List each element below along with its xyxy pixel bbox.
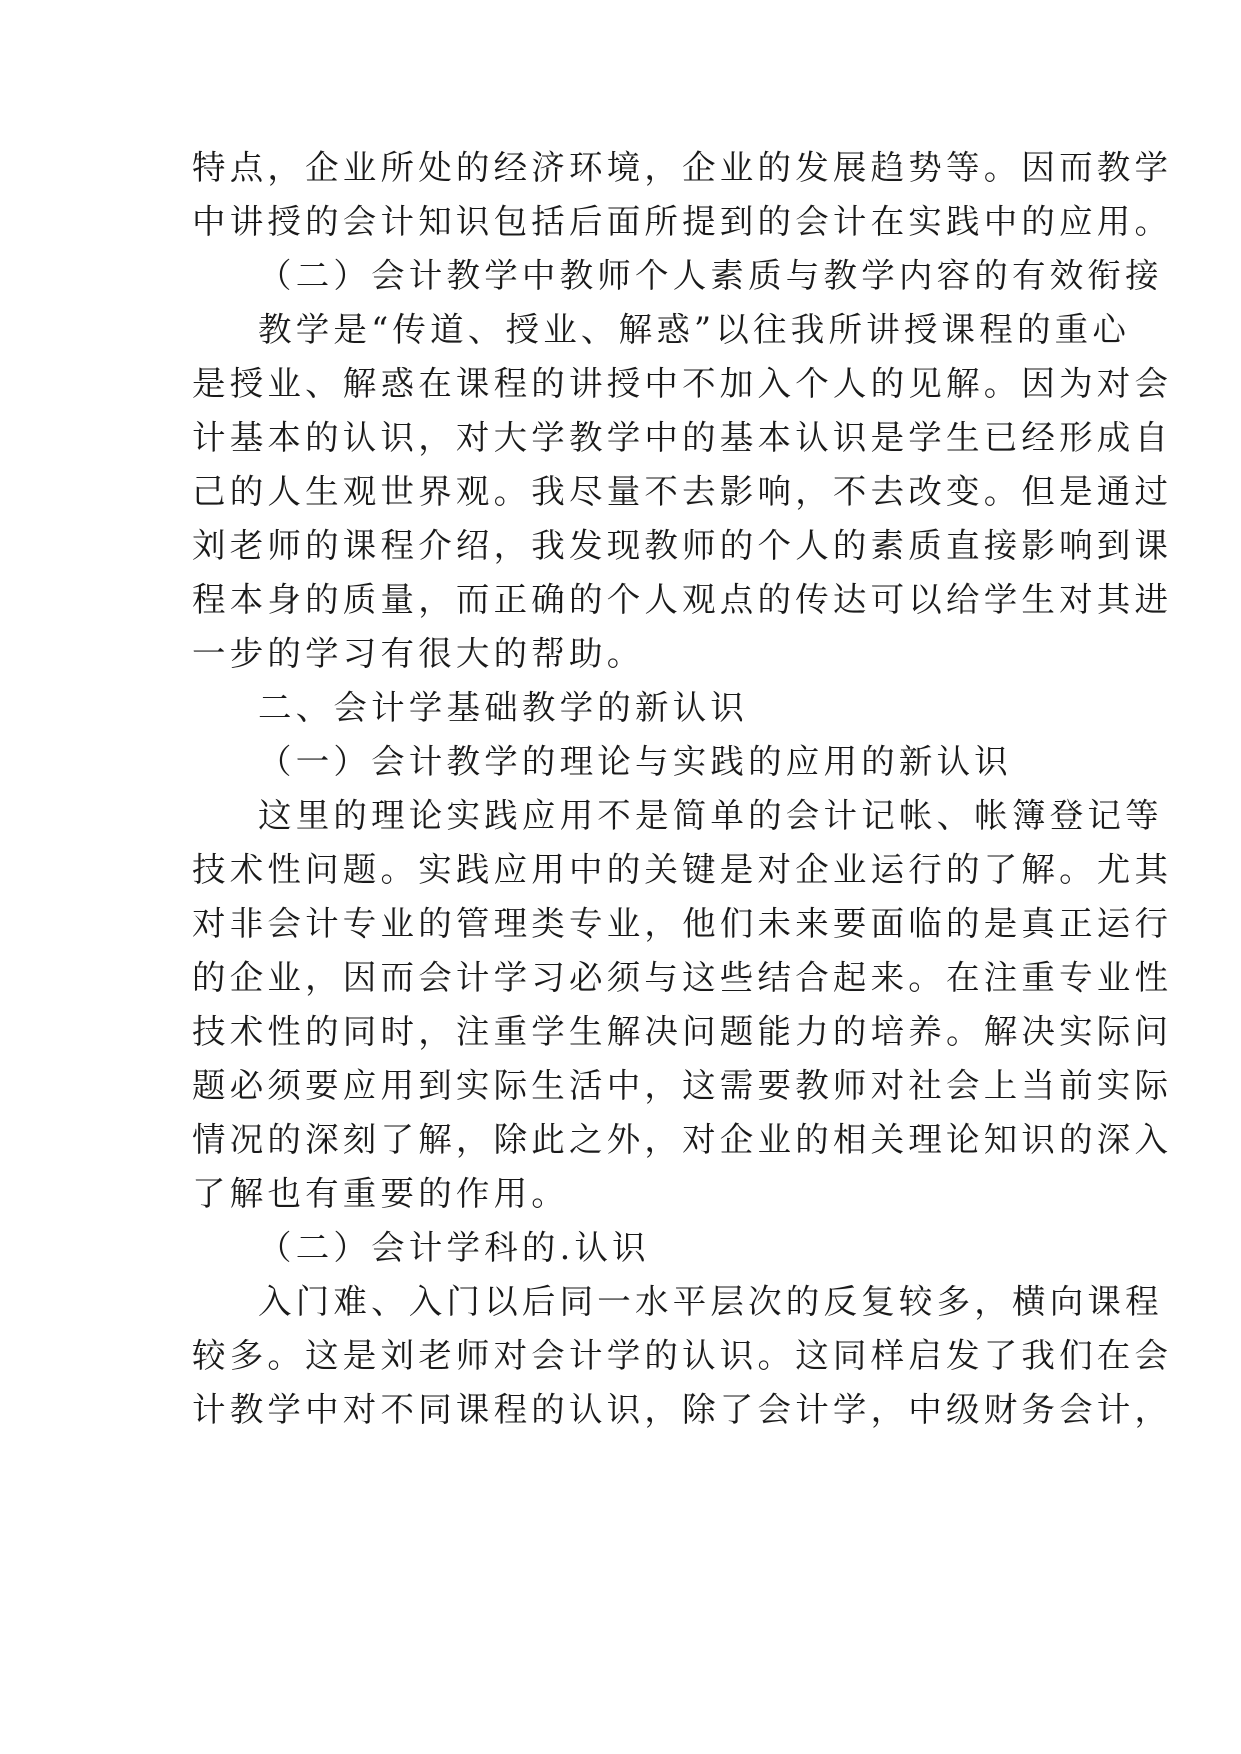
text-line: 情况的深刻了解，除此之外，对企业的相关理论知识的深入 [192,1120,1173,1159]
text-line: 题必须要应用到实际生活中，这需要教师对社会上当前实际 [192,1066,1173,1105]
text-line: 技术性的同时，注重学生解决问题能力的培养。解决实际问 [192,1012,1173,1051]
text-line: 特点，企业所处的经济环境，企业的发展趋势等。因而教学 [192,148,1173,187]
text-line: 技术性问题。实践应用中的关键是对企业运行的了解。尤其 [192,850,1173,889]
text-line: 是授业、解惑在课程的讲授中不加入个人的见解。因为对会 [192,364,1173,403]
text-line: 了解也有重要的作用。 [192,1174,569,1213]
text-line: 入门难、入门以后同一水平层次的反复较多，横向课程 [258,1282,1163,1321]
section-heading: （二）会计学科的.认识 [258,1228,650,1267]
text-line: 己的人生观世界观。我尽量不去影响，不去改变。但是通过 [192,472,1173,511]
text-line: 这里的理论实践应用不是简单的会计记帐、帐簿登记等 [258,796,1163,835]
section-heading: 二、会计学基础教学的新认识 [258,688,749,727]
text-line: 计基本的认识，对大学教学中的基本认识是学生已经形成自 [192,418,1173,457]
text-line: 教学是“传道、授业、解惑”以往我所讲授课程的重心 [258,310,1131,349]
text-line: 对非会计专业的管理类专业，他们未来要面临的是真正运行 [192,904,1173,943]
text-line: 刘老师的课程介绍，我发现教师的个人的素质直接影响到课 [192,526,1173,565]
section-heading: （一）会计教学的理论与实践的应用的新认识 [258,742,1012,781]
text-line: 的企业，因而会计学习必须与这些结合起来。在注重专业性 [192,958,1173,997]
section-heading: （二）会计教学中教师个人素质与教学内容的有效衔接 [258,256,1163,295]
text-line: 程本身的质量，而正确的个人观点的传达可以给学生对其进 [192,580,1173,619]
text-line: 较多。这是刘老师对会计学的认识。这同样启发了我们在会 [192,1336,1173,1375]
text-line: 一步的学习有很大的帮助。 [192,634,645,673]
text-line: 中讲授的会计知识包括后面所提到的会计在实践中的应用。 [192,202,1173,241]
text-line: 计教学中对不同课程的认识，除了会计学，中级财务会计， [192,1390,1173,1429]
